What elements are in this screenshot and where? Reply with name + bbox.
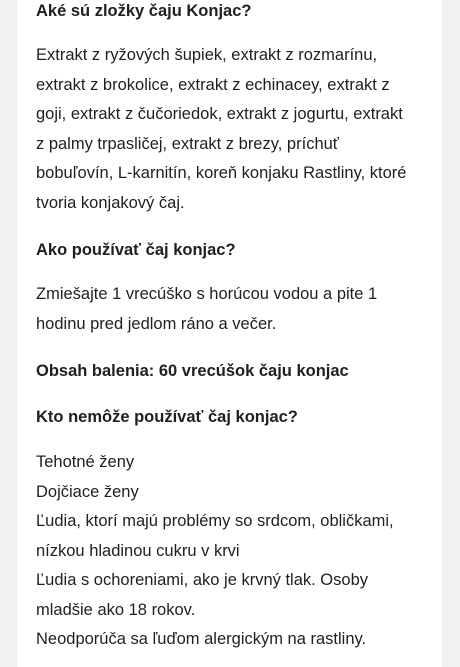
answer-line: Dojčiace ženy — [36, 482, 139, 501]
answer-line: Ľudia s ochoreniami, ako je krvný tlak. Osoby — [36, 571, 368, 589]
question-text: Ako používať čaj konjac? — [36, 241, 236, 259]
answer-ingredients — [36, 41, 430, 218]
answer-line: Tehotné ženy — [36, 453, 135, 471]
answer-contraindications — [36, 448, 430, 655]
content-card — [17, 0, 442, 667]
answer-line: mladšie ako 18 rokov. — [36, 600, 196, 619]
answer-line: extrakt z brokolice, extrakt z echinacey, extrakt z — [36, 75, 390, 94]
answer-line: Zmiešajte 1 vrecúško s horúcou vodou a pite 1 — [36, 285, 378, 303]
answer-line: Extrakt z ryžových šupiek, extrakt z rozmarínu, — [36, 46, 378, 64]
answer-line: tvoria konjakový čaj. — [36, 193, 185, 212]
question-text: Obsah balenia: 60 vrecúšok čaju konjac — [36, 362, 349, 380]
answer-line: bobuľovín, L-karnitín, koreň konjaku Rastliny, ktoré — [36, 164, 407, 182]
answer-line: Ľudia, ktorí majú problémy so srdcom, obličkami, — [36, 512, 394, 530]
question-ingredients — [36, 0, 430, 22]
question-text: Aké sú zložky čaju Konjac? — [36, 2, 252, 20]
answer-line: z palmy trpasličej, extrakt z brezy, príchuť — [36, 134, 339, 153]
answer-line: goji, extrakt z čučoriedok, extrakt z jogurtu, extrakt — [36, 105, 403, 123]
answer-usage — [36, 280, 430, 339]
package-content — [36, 360, 430, 382]
question-contraindications — [36, 406, 430, 428]
answer-line: nízkou hladinou cukru v krvi — [36, 541, 240, 560]
answer-line: Neodporúča sa ľuďom alergickým na rastliny. — [36, 630, 367, 648]
question-text: Kto nemôže používať čaj konjac? — [36, 408, 298, 426]
question-usage — [36, 239, 430, 261]
answer-line: hodinu pred jedlom ráno a večer. — [36, 314, 277, 333]
